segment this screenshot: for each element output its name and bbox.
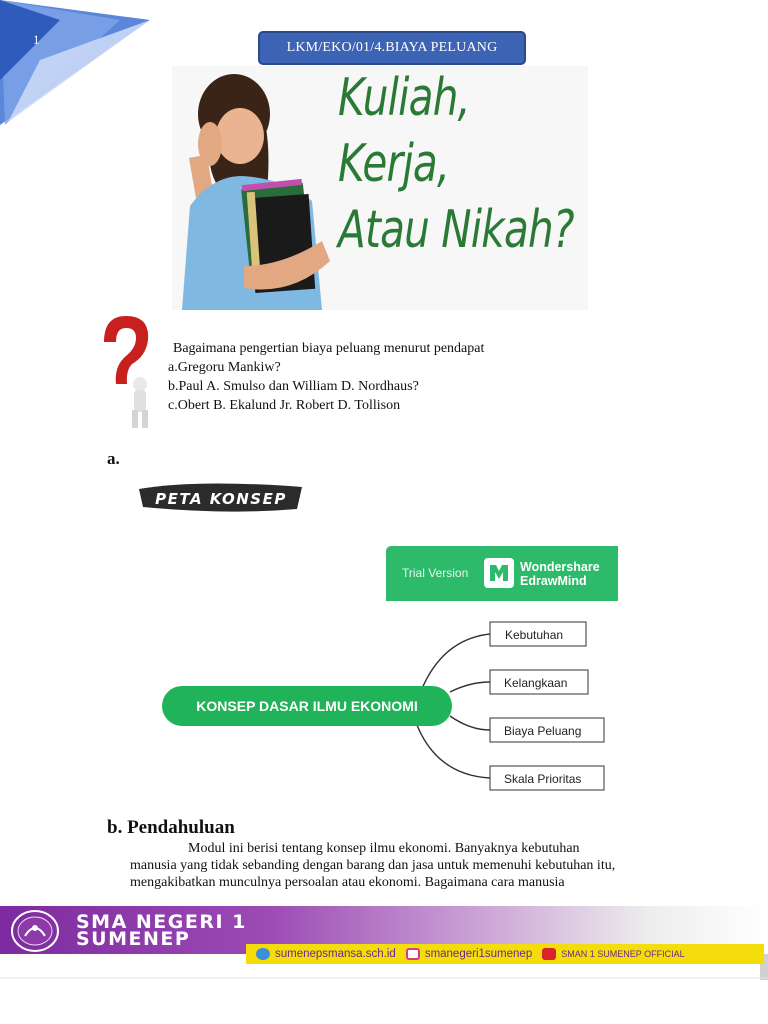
paragraph-line-2: manusia yang tidak sebanding dengan barang dan jasa untuk memenuhi kebutuhan itu, (130, 858, 616, 873)
question-option-b: b.Paul A. Smulso dan William D. Nordhaus? (168, 379, 419, 394)
trial-version-text: Trial Version (402, 566, 469, 580)
peta-konsep-badge (137, 477, 304, 517)
globe-icon (256, 948, 270, 960)
question-block (168, 339, 484, 415)
branch-text-kebutuhan: Kebutuhan (505, 628, 564, 642)
paragraph-line-3: mengakibatkan munculnya persoalan atau ekonomi. Bagaimana cara manusia (130, 875, 565, 890)
school-name-line2: SUMENEP (76, 928, 191, 950)
instagram-icon (406, 948, 420, 960)
section-b-heading: b. Pendahuluan (107, 817, 235, 838)
question-mark-icon (96, 312, 154, 430)
corner-decoration (0, 0, 160, 130)
youtube-text: SMAN 1 SUMENEP OFFICIAL (561, 949, 685, 959)
school-name-line1: SMA NEGERI 1 (76, 911, 247, 933)
website-contact[interactable] (256, 948, 396, 960)
edrawmind-logo-icon (484, 558, 514, 588)
question-intro: Bagaimana pengertian biaya peluang menurut pendapat (173, 341, 485, 356)
document-code-label: LKM/EKO/01/4.BIAYA PELUANG (258, 31, 526, 65)
hero-line-3: Atau Nikah? (338, 200, 574, 260)
branch-text-kelangkaan: Kelangkaan (504, 676, 568, 690)
contact-bar (246, 944, 764, 964)
mind-map-root-text: KONSEP DASAR ILMU EKONOMI (196, 698, 418, 714)
page-number: 1 (33, 32, 40, 47)
paragraph-line-1: Modul ini berisi tentang konsep ilmu ekonomi. Banyaknya kebutuhan (188, 841, 580, 856)
instagram-text: smanegeri1sumenep (424, 948, 533, 960)
school-emblem-icon (8, 908, 62, 954)
edrawmind-brand (520, 560, 600, 588)
youtube-icon (542, 948, 556, 960)
school-name (76, 911, 247, 950)
hero-line-2: Kerja, (338, 134, 450, 194)
instagram-contact[interactable] (406, 948, 532, 960)
peta-konsep-text: PETA KONSEP (155, 490, 287, 508)
hero-line-1: Kuliah, (338, 68, 470, 128)
connector-2 (450, 682, 490, 692)
hero-title (338, 68, 640, 270)
youtube-contact[interactable] (542, 948, 684, 960)
question-option-a: a.Gregoru Mankiw? (168, 360, 281, 375)
question-option-c: c.Obert B. Ekalund Jr. Robert D. Tollison (168, 398, 401, 413)
edrawmind-brand-line1: Wondershare (520, 560, 600, 574)
connector-3 (450, 716, 490, 730)
branch-text-biaya-peluang: Biaya Peluang (504, 724, 582, 738)
edrawmind-brand-line2: EdrawMind (520, 574, 587, 588)
mind-map-diagram (150, 610, 620, 800)
introduction-paragraph (130, 840, 690, 891)
section-a-label: a. (107, 449, 120, 468)
website-text: sumenepsmansa.sch.id (275, 948, 396, 960)
branch-text-skala-prioritas: Skala Prioritas (504, 772, 582, 786)
